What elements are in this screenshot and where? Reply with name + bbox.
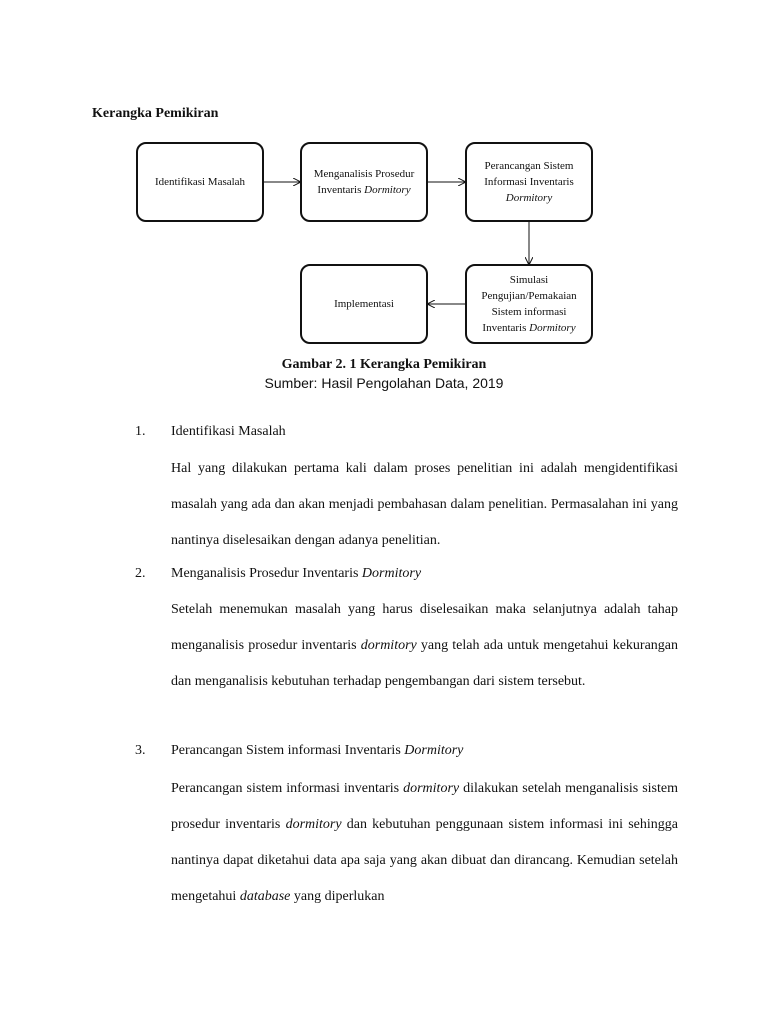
diagram-node-label: Menganalisis Prosedur Inventaris — [313, 168, 415, 196]
item-paragraph: Setelah menemukan masalah yang harus diselesaikan maka selanjutnya adalah tahap menganalisis prosedur inventaris dormitory yang telah ada untuk mengetahui kekurangan dan menganalisis kebutuhan terhadap pengembangan dari sistem tersebut. — [171, 602, 678, 689]
figure-caption: Gambar 2. 1 Kerangka Pemikiran — [281, 357, 487, 372]
item-paragraph: Perancangan sistem informasi inventaris dormitory dilakukan setelah menganalisis sistem prosedur inventaris dormitory dan kebutuhan penggunaan sistem informasi ini sehingga nantinya dapat diketahui data apa saja yang akan dibuat dan dirancang. Kemudian setelah mengetahui database yang diperlukan — [171, 781, 678, 904]
diagram-node-italic: Dormitory — [364, 184, 411, 196]
diagram-node-implementasi — [300, 264, 428, 344]
item-title-text: Identifikasi Masalah — [171, 424, 286, 439]
item-title — [171, 566, 421, 582]
diagram-node-identifikasi — [136, 142, 264, 222]
item-title-italic: Dormitory — [361, 566, 422, 581]
diagram-node-label: Identifikasi Masalah — [154, 176, 246, 188]
item-title-text: Menganalisis Prosedur Inventaris — [171, 566, 359, 581]
item-title-italic: Dormitory — [404, 743, 464, 758]
item-title — [171, 743, 463, 759]
item-number: 1. — [135, 424, 146, 439]
item-title-text: Perancangan Sistem informasi Inventaris — [171, 743, 401, 758]
diagram-node-perancangan — [465, 142, 593, 222]
item-title — [171, 424, 286, 440]
section-heading: Kerangka Pemikiran — [92, 106, 219, 121]
item-number: 3. — [135, 743, 146, 758]
diagram-node-menganalisis — [300, 142, 428, 222]
item-number: 2. — [135, 566, 146, 581]
diagram-node-simulasi — [465, 264, 593, 344]
diagram-node-label: Simulasi Pengujian/Pemakaian Sistem informasi Inventaris — [481, 274, 577, 334]
diagram-node-label: Implementasi — [334, 298, 394, 310]
item-paragraph: Hal yang dilakukan pertama kali dalam proses penelitian ini adalah mengidentifikasi masalah yang ada dan akan menjadi pembahasan dalam penelitian. Permasalahan ini yang nantinya diselesaikan dengan adanya penelitian. — [171, 461, 678, 548]
figure-source: Sumber: Hasil Pengolahan Data, 2019 — [264, 375, 504, 391]
diagram-node-italic: Dormitory — [529, 322, 576, 334]
diagram-node-italic: Dormitory — [505, 192, 553, 204]
diagram-node-label: Perancangan Sistem Informasi Inventaris — [484, 160, 574, 188]
